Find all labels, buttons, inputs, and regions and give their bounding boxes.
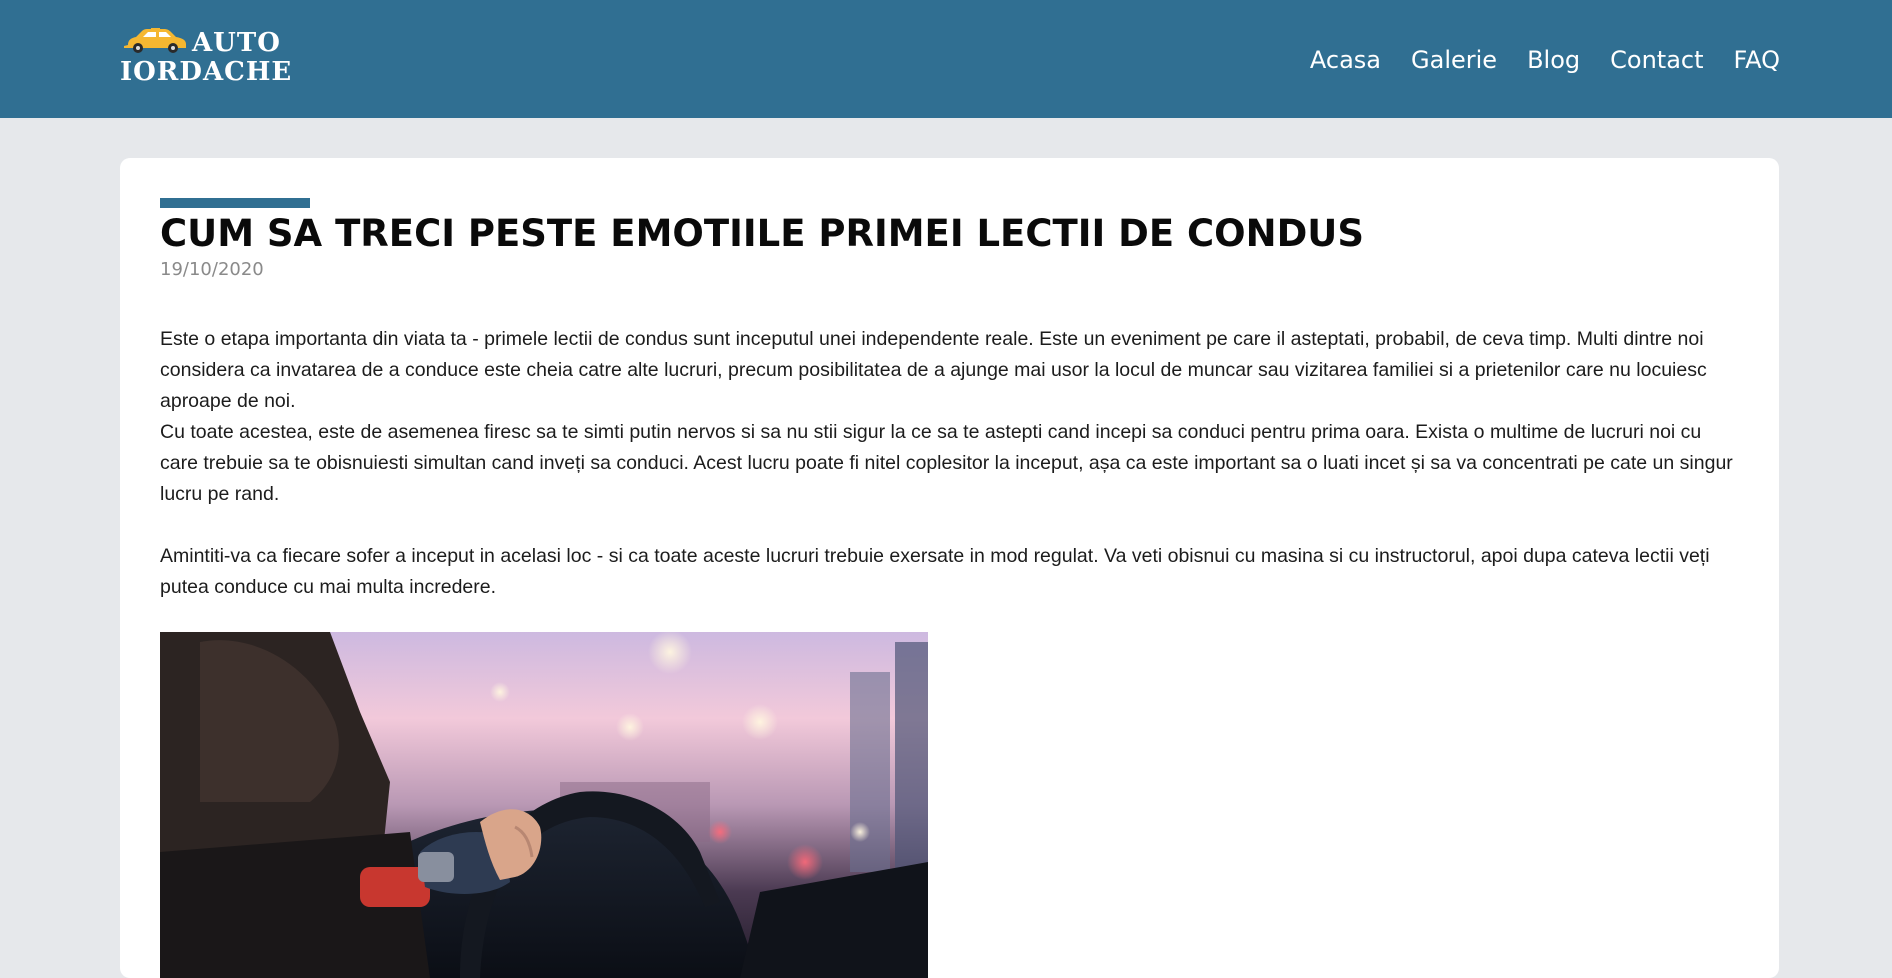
car-icon xyxy=(122,28,188,54)
nav-link-faq[interactable]: FAQ xyxy=(1733,46,1780,74)
article-title: CUM SA TRECI PESTE EMOTIILE PRIMEI LECTII DE CONDUS xyxy=(160,212,1364,255)
logo-text-top: AUTO xyxy=(192,28,281,58)
site-logo[interactable] xyxy=(120,26,293,88)
article-card xyxy=(120,158,1779,978)
title-accent-bar xyxy=(160,198,310,208)
nav-link-blog[interactable]: Blog xyxy=(1527,46,1581,74)
nav-link-acasa[interactable]: Acasa xyxy=(1309,46,1382,74)
article-image xyxy=(160,632,928,978)
main-nav xyxy=(1310,44,1780,76)
site-header xyxy=(0,0,1892,118)
nav-link-contact[interactable]: Contact xyxy=(1610,46,1704,74)
article-paragraph: Cu toate acestea, este de asemenea firesc sa te simti putin nervos si sa nu stii sigur la ce sa te astepti cand incepi sa conduci pentru prima oara. Exista o multime de lucruri noi cu care trebuie sa te obisnuiesti simultan cand inveți sa conduci. Acest lucru poate fi nitel coplesitor la inceput, așa ca este important sa o luati incet și sa va concentrati pe cate un singur lucru pe rand. xyxy=(160,421,1733,505)
article-date: 19/10/2020 xyxy=(160,259,264,280)
article-body xyxy=(160,324,1740,603)
nav-link-galerie[interactable]: Galerie xyxy=(1411,46,1498,74)
article-paragraph: Este o etapa importanta din viata ta - primele lectii de condus sunt inceputul unei independente reale. Este un eveniment pe care il asteptati, probabil, de ceva timp. Multi dintre noi considera ca invatarea de a conduce este cheia catre alte lucruri, precum posibilitatea de a ajunge mai usor la locul de muncar sau vizitarea familiei si a prietenilor care nu locuiesc aproape de noi. xyxy=(160,328,1707,412)
logo-text-bottom: IORDACHE xyxy=(120,57,293,87)
paragraph-spacer xyxy=(160,510,1740,541)
driving-photo xyxy=(160,632,928,978)
article-paragraph: Amintiti-va ca fiecare sofer a inceput in acelasi loc - si ca toate aceste lucruri trebuie exersate in mod regulat. Va veti obisnui cu masina si cu instructorul, apoi dupa cateva lectii veți putea conduce cu mai multa incredere. xyxy=(160,545,1710,598)
